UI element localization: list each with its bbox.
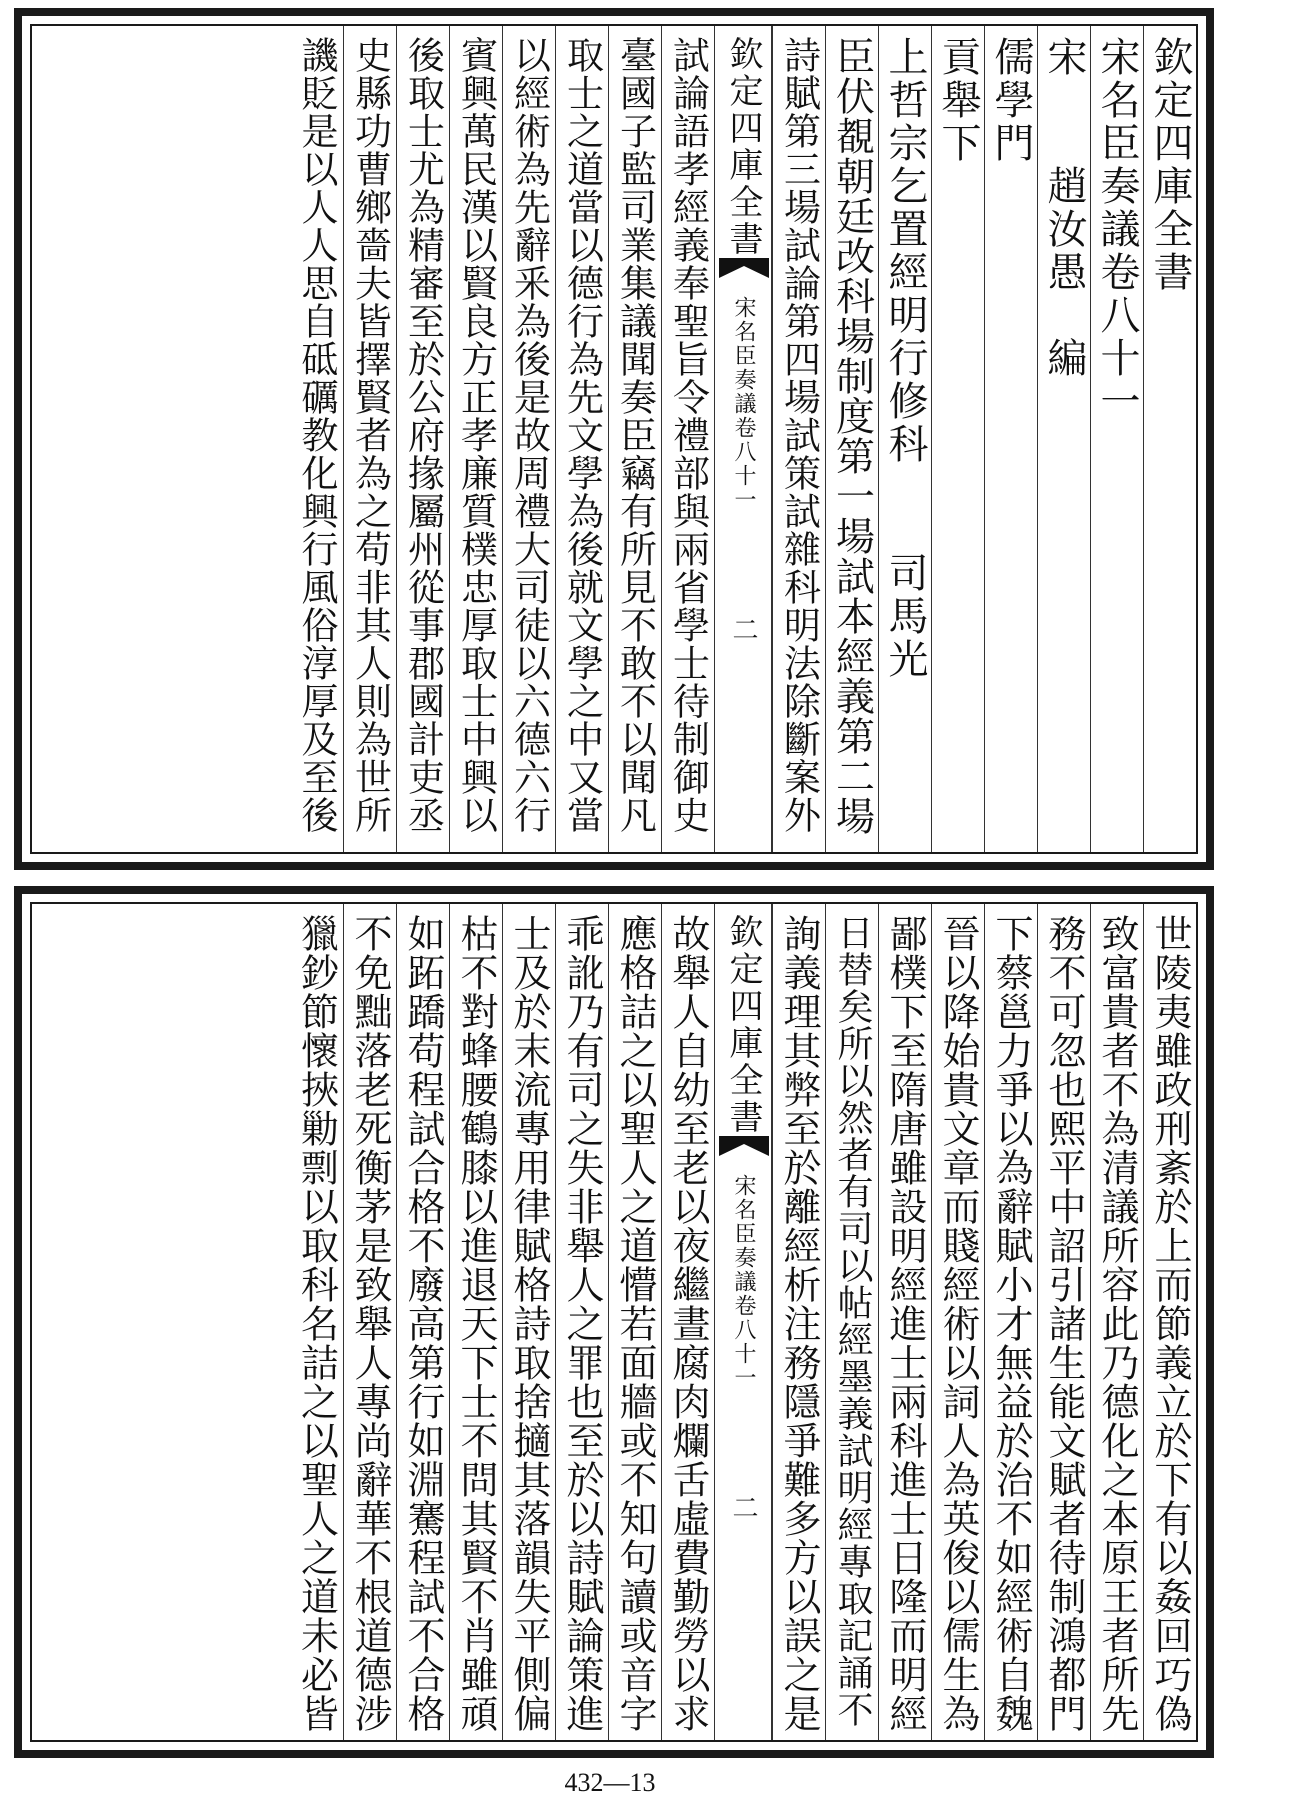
- text-column-body10: [290, 26, 343, 852]
- column-text: 獵鈔節懷挾勦剽以取科名詰之以聖人之道未必皆: [294, 914, 339, 1733]
- text-column-body9: [343, 26, 396, 852]
- column-text: 如跖蹻苟程試合格不廢高第行如淵騫程試不合格: [401, 914, 445, 1733]
- upper-folio: [14, 8, 1214, 870]
- text-column-b6: [878, 904, 931, 1740]
- lower-folio: [14, 886, 1214, 1758]
- column-text: 宋 趙汝愚 編: [1041, 36, 1087, 380]
- column-text: 鄙樸下至隋唐雖設明經進士兩科進士日隆而明經: [883, 914, 927, 1733]
- text-column-body4: [608, 26, 661, 852]
- column-text: 乖訛乃有司之失非舉人之罪也至於以詩賦論策進: [560, 914, 604, 1733]
- text-column-body8: [396, 26, 449, 852]
- text-column-subsection: [931, 26, 984, 852]
- fishtail-mark-icon: [719, 1136, 769, 1160]
- text-column-b2: [1090, 904, 1143, 1740]
- folio-number: 二: [728, 1494, 758, 1523]
- text-column-b11: [555, 904, 608, 1740]
- text-column-body2: [772, 26, 825, 852]
- text-column-b9: [661, 904, 714, 1740]
- column-text: 下蔡邕力爭以為辭賦小才無益於治不如經術自魏: [989, 914, 1033, 1733]
- column-text: 試論語孝經義奉聖旨令禮部與兩省學士待制御史: [666, 36, 710, 834]
- text-column-book: [1090, 26, 1143, 852]
- text-column-b14: [396, 904, 449, 1740]
- text-column-b15: [343, 904, 396, 1740]
- column-text: 故舉人自幼至老以夜繼晝腐肉爛舌虛費勤勞以求: [666, 914, 710, 1733]
- text-column-b10: [608, 904, 661, 1740]
- column-text: 詢義理其弊至於離經析注務隱爭難多方以誤之是: [777, 914, 821, 1733]
- text-column-b3: [1037, 904, 1090, 1740]
- column-text: 士及於末流專用律賦格詩取捨擿其落韻失平側偏: [507, 914, 551, 1733]
- column-text: 上哲宗乞置經明行修科 司馬光: [882, 36, 928, 681]
- center-fold-column: [714, 26, 772, 852]
- text-column-compiler: [1037, 26, 1090, 852]
- center-fold-column: [714, 904, 772, 1740]
- column-text: 世陵夷雖政刑紊於上而節義立於下有以姦回巧偽: [1148, 914, 1192, 1733]
- column-text: 賓興萬民漢以賢良方正孝廉質樸忠厚取士中興以: [454, 36, 498, 834]
- center-head-title: 欽定四庫全書: [723, 914, 763, 1136]
- text-column-body1: [825, 26, 878, 852]
- center-side-title: 宋名臣奏議卷八十一: [731, 296, 756, 512]
- text-column-b5: [931, 904, 984, 1740]
- upper-folio-frame: [30, 24, 1198, 854]
- column-text: 儒學門: [988, 36, 1034, 165]
- center-head-title: 欽定四庫全書: [723, 36, 763, 258]
- text-column-b1: [1143, 904, 1196, 1740]
- text-column-b13: [449, 904, 502, 1740]
- text-column-body3: [661, 26, 714, 852]
- column-text: 以經術為先辭釆為後是故周禮大司徒以六德六行: [507, 36, 551, 834]
- text-column-memorial: [878, 26, 931, 852]
- page-number: 432—13: [564, 1768, 656, 1797]
- text-column-b12: [502, 904, 555, 1740]
- column-text: 後取士尤為精審至於公府掾屬州從事郡國計吏丞: [401, 36, 445, 834]
- column-text: 枯不對蜂腰鶴膝以進退天下士不問其賢不肖雖頑: [454, 914, 498, 1733]
- column-text: 史縣功曹鄉嗇夫皆擇賢者為之苟非其人則為世所: [348, 36, 392, 834]
- column-text: 應格詰之以聖人之道懵若面牆或不知句讀或音字: [613, 914, 657, 1733]
- lower-folio-frame: [30, 902, 1198, 1742]
- text-column-b8: [772, 904, 825, 1740]
- text-column-title: [1143, 26, 1196, 852]
- center-side-title: 宋名臣奏議卷八十一: [731, 1174, 756, 1390]
- column-text: 取士之道當以德行為先文學為後就文學之中又當: [560, 36, 604, 834]
- column-text: 日替矣所以然者有司以帖經墨義試明經專取記誦不: [832, 914, 873, 1728]
- column-text: 譏貶是以人人思自砥礪教化興行風俗淳厚及至後: [295, 36, 338, 834]
- column-text: 務不可忽也熙平中詔引諸生能文賦者待制鴻都門: [1042, 914, 1086, 1733]
- column-text: 臣伏覩朝廷改科場制度第一場試本經義第二場: [829, 36, 875, 836]
- text-column-body6: [502, 26, 555, 852]
- column-text: 宋名臣奏議卷八十一: [1094, 36, 1140, 423]
- column-text: 致富貴者不為清議所容此乃德化之本原王者所先: [1095, 914, 1139, 1733]
- fishtail-mark-icon: [719, 258, 769, 282]
- folio-number: 二: [728, 616, 758, 645]
- text-column-body7: [449, 26, 502, 852]
- text-column-b16: [290, 904, 343, 1740]
- text-column-section: [984, 26, 1037, 852]
- column-text: 臺國子監司業集議聞奏臣竊有所見不敢不以聞凡: [613, 36, 657, 834]
- text-column-body5: [555, 26, 608, 852]
- text-column-b7: [825, 904, 878, 1740]
- column-text: 欽定四庫全書: [1147, 36, 1193, 294]
- column-text: 詩賦第三場試論第四場試策試雜科明法除斷案外: [777, 36, 821, 834]
- column-text: 貢舉下: [935, 36, 981, 165]
- column-text: 晉以降始貴文章而賤經術以詞人為英俊以儒生為: [936, 914, 980, 1733]
- column-text: 不免黜落老死衡茅是致舉人專尚辭華不根道德涉: [348, 914, 392, 1733]
- text-column-b4: [984, 904, 1037, 1740]
